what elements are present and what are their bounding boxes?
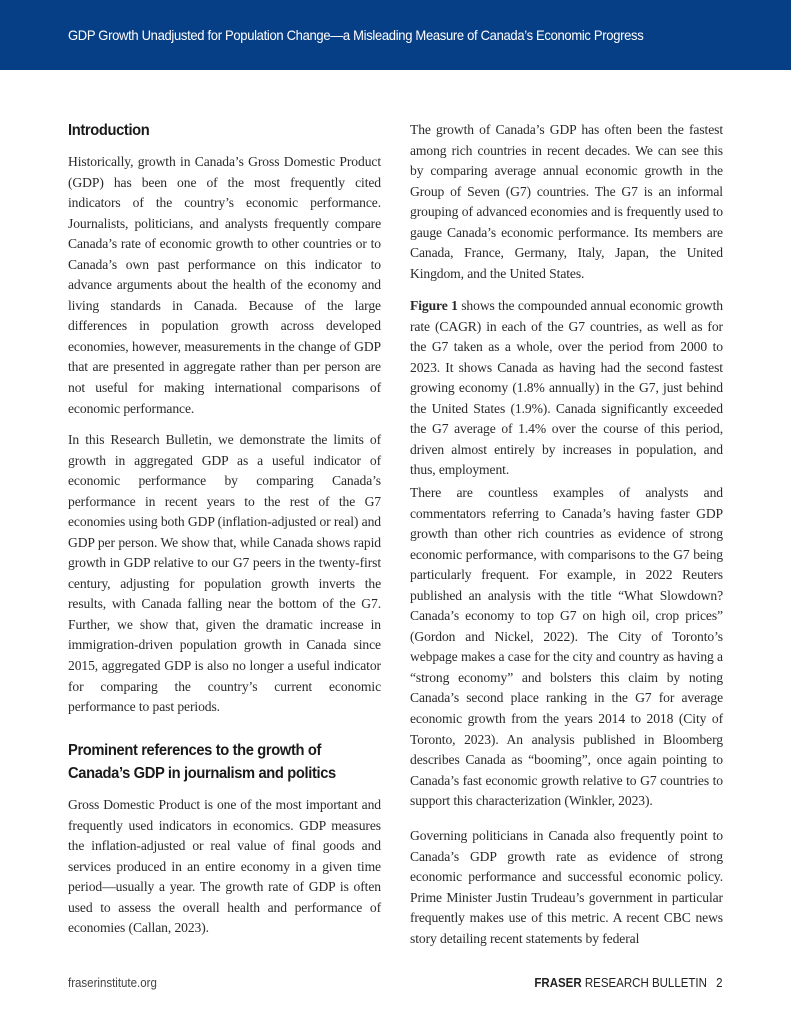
page-header-bar (0, 0, 791, 70)
paragraph: Historically, growth in Canada’s Gross Domestic Product (GDP) has been one of the most frequently cited indicators of the country’s economic performance. Journalists, politicians, and analysts frequently compare Canada’s rate of economic growth to other countries or to Canada’s own past performance on this indicator to advance arguments about the health of the economy and living standards in Canada. Because of the large differences in population growth across developed economies, however, measurements in the change of GDP that are presented in aggregate rather than per person are not useful for making international comparisons of economic performance. (68, 154, 381, 416)
section-heading-introduction: Introduction (68, 122, 150, 139)
paragraph (410, 296, 723, 481)
footer-series: RESEARCH BULLETIN (582, 976, 708, 990)
paragraph: The growth of Canada’s GDP has often been the fastest among rich countries in recent decades. We can see this by comparing average annual economic growth in the Group of Seven (G7) countries. The G7 is an informal grouping of advanced economies and is frequently used to gauge Canada’s economic performance. Its members are Canada, France, Germany, Italy, Japan, the United Kingdom, and the United States. (410, 122, 723, 281)
paragraph: There are countless examples of analysts and commentators referring to Canada’s having faster GDP growth than other rich countries as evidence of strong economic performance, with comparisons to the G7 being particularly frequent. For example, in 2022 Reuters published an analysis with the title “What Slowdown? Canada’s economy to top G7 on high oil, crop prices” (Gordon and Nickel, 2022). The City of Toronto’s webpage makes a case for the city and country as having a “strong economy” and bolsters this claim by noting Canada’s second place ranking in the G7 for average economic growth from the years 2014 to 2018 (City of Toronto, 2023). An analysis published in Bloomberg describes Canada as “booming”, once again pointing to Canada’s fast economic growth relative to G7 countries to support this characterization (Winkler, 2023). (410, 485, 723, 809)
page-number: 2 (716, 976, 723, 990)
paragraph: Governing politicians in Canada also frequently point to Canada’s GDP growth rate as evidence of strong economic performance and successful economic policy. Prime Minister Justin Trudeau’s government in particular frequently makes use of this metric. A recent CBC news story detailing recent statements by federal (410, 828, 723, 946)
figure-reference: Figure 1 (410, 298, 458, 313)
footer-publication (535, 976, 723, 990)
footer-website: fraserinstitute.org (68, 976, 157, 990)
paragraph: Gross Domestic Product is one of the most important and frequently used indicators in economics. GDP measures the inflation-adjusted or real value of final goods and services produced in an entire economy in a given time period—usually a year. The growth rate of GDP is often used to assess the overall health and performance of economies (Callan, 2023). (68, 797, 381, 936)
running-title: GDP Growth Unadjusted for Population Change—a Misleading Measure of Canada’s Economic Progress (68, 27, 644, 43)
paragraph: In this Research Bulletin, we demonstrate the limits of growth in aggregated GDP as a useful indicator of economic performance by comparing Canada’s performance in recent years to the rest of the G7 economies using both GDP (inflation-adjusted or real) and GDP per person. We show that, while Canada shows rapid growth in GDP relative to our G7 peers in the twenty-first century, adjusting for population growth inverts the results, with Canada falling near the bottom of the G7. Further, we show that, given the dramatic increase in immigration-driven population growth in Canada since 2015, aggregated GDP is also no longer a useful indicator for comparing the country’s current economic performance to past periods. (68, 432, 381, 715)
footer-brand: FRASER (534, 976, 583, 990)
paragraph-text: shows the compounded annual economic growth rate (CAGR) in each of the G7 countries, as well as for the G7 taken as a whole, over the period from 2000 to 2023. It shows Canada as having had the second fastest growing economy (1.8% annually) in the G7, just behind the United States (1.9%). Canada significantly exceeded the G7 average of 1.4% over the course of this period, driven almost entirely by increases in population, and thus, employment. (410, 298, 723, 478)
section-heading-prominent-references: Prominent references to the growth of Canada’s GDP in journalism and politics (68, 742, 336, 782)
